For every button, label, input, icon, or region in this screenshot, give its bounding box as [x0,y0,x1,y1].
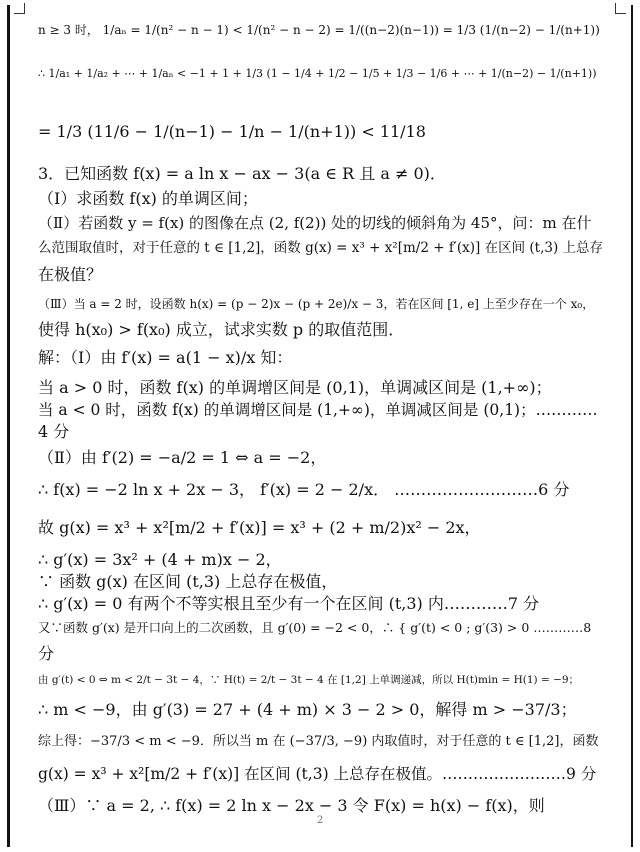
text-line: 又∵函数 g′(x) 是开口向上的二次函数，且 g′(0) = −2 < 0，∴ { g′(t) < 0 ; g′(3) > 0 …………8 [38,620,592,635]
text-line: 由 g′(t) < 0 ⇔ m < 2/t − 3t − 4，∵ H(t) = 2/t − 3t − 4 在 [1,2] 上单调递减，所以 H(t)min = H(1) = −9； [38,674,580,686]
corner-mark-right [615,3,626,14]
text-line: ∴ g′(x) = 0 有两个不等实根且至少有一个在区间 (t,3) 内…………7 分 [38,594,540,613]
text-line: ∴ g′(x) = 3x² + (4 + m)x − 2， [38,550,282,569]
text-line: ∵ 函数 g(x) 在区间 (t,3) 上总存在极值， [38,572,338,591]
text-line: （Ⅲ）∵ a = 2, ∴ f(x) = 2 ln x − 2x − 3 令 F(x) = h(x) − f(x)，则 [38,796,545,815]
problem-title: 3．已知函数 f(x) = a ln x − ax − 3(a ∈ R 且 a ≠ 0)． [38,164,446,183]
text-line: 在极值？ [38,265,103,284]
text-line: 当 a < 0 时，函数 f(x) 的单调增区间是 (1,+∞)，单调减区间是 (0,1)；………… [38,401,598,419]
text-line: （Ⅱ）若函数 y = f(x) 的图像在点 (2, f(2)) 处的切线的倾斜角为 45°，问：m 在什 [38,214,592,232]
score-mark: 4 分 [38,422,70,441]
score-mark: 分 [38,644,55,663]
page-number: 2 [316,815,324,826]
solution-heading: 解：（Ⅰ）由 f′(x) = a(1 − x)/x 知： [38,348,293,367]
text-line: 使得 h(x₀) > f(x₀) 成立，试求实数 p 的取值范围． [38,320,405,339]
text-line: 故 g(x) = x³ + x²[m/2 + f′(x)] = x³ + (2 + m/2)x² − 2x， [38,518,481,537]
text-line: 么范围取值时，对于任意的 t ∈ [1,2]，函数 g(x) = x³ + x²[m/2 + f′(x)] 在区间 (t,3) 上总存 [38,240,604,256]
text-line: ∴ 1/a₁ + 1/a₂ + ⋯ + 1/aₙ < −1 + 1 + 1/3 (1 − 1/4 + 1/2 − 1/5 + 1/3 − 1/6 + ⋯ + 1/(n−2) − 1/(n+1)) [38,67,597,80]
text-line: 当 a > 0 时，函数 f(x) 的单调增区间是 (0,1)，单调减区间是 (1,+∞)； [38,378,552,397]
text-line: n ≥ 3 时， 1/aₙ = 1/(n² − n − 1) < 1/(n² − n − 2) = 1/((n−2)(n−1)) = 1/3 (1/(n−2) − 1/(n+1)) [38,23,600,37]
text-line: ∴ m < −9，由 g′(3) = 27 + (4 + m) × 3 − 2 > 0，解得 m > −37/3； [38,700,577,719]
text-line: （Ⅲ）当 a = 2 时，设函数 h(x) = (p − 2)x − (p + 2e)/x − 3，若在区间 [1, e] 上至少存在一个 x₀， [38,297,595,311]
text-line: ∴ f(x) = −2 ln x + 2x − 3， f′(x) = 2 − 2/x． ………………………6 分 [38,480,570,499]
text-line: （Ⅱ）由 f′(2) = −a/2 = 1 ⇔ a = −2， [38,448,327,467]
text-line: = 1/3 (11/6 − 1/(n−1) − 1/n − 1/(n+1)) < 11/18 [38,122,426,141]
corner-mark-left [14,3,25,14]
text-line: g(x) = x³ + x²[m/2 + f′(x)] 在区间 (t,3) 上总存在极值。……………………9 分 [38,765,597,783]
text-line: 综上得：−37/3 < m < −9．所以当 m 在 (−37/3, −9) 内取值时，对于任意的 t ∈ [1,2]，函数 [38,734,599,749]
text-line: （Ⅰ）求函数 f(x) 的单调区间； [38,189,258,208]
